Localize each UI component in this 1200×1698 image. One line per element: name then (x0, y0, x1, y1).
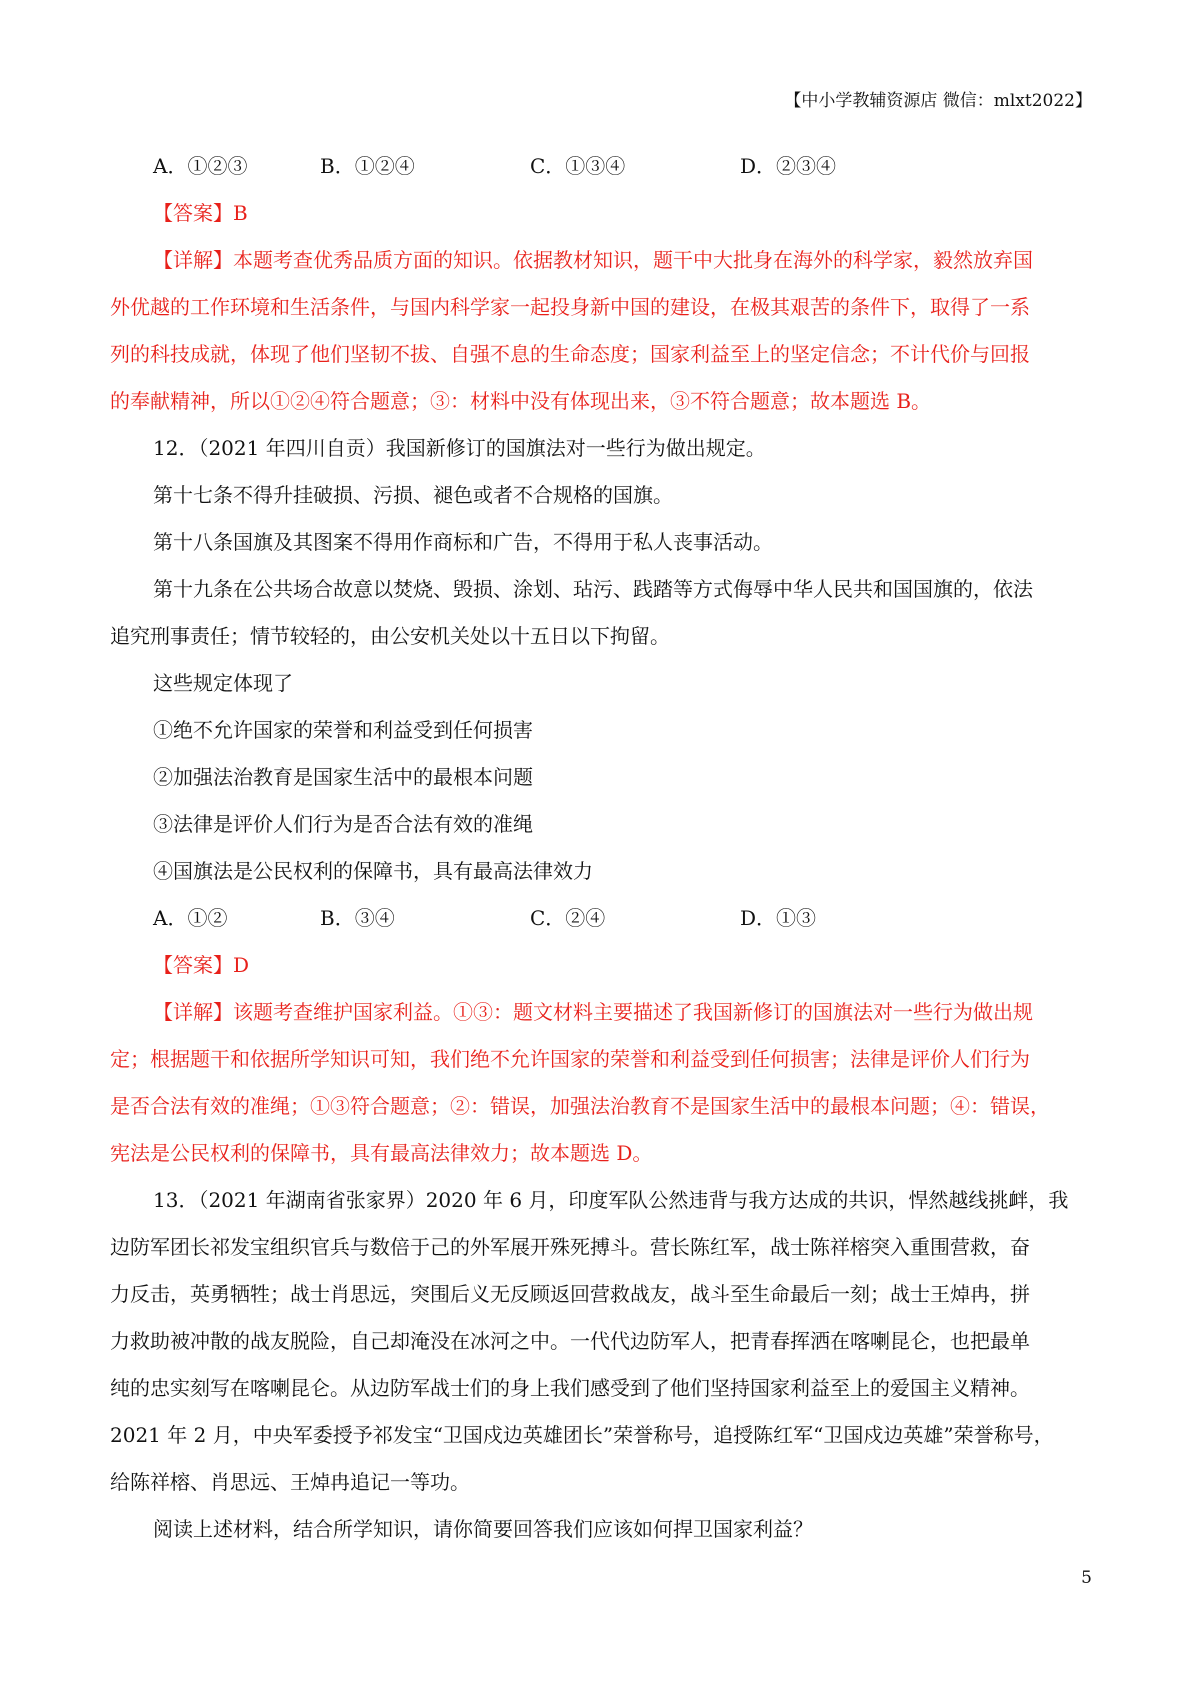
q11-explain-line: 外优越的工作环境和生活条件，与国内科学家一起投身新中国的建设，在极其艰苦的条件下，取得了一系 (110, 295, 1030, 319)
q13-stem-line: 边防军团长祁发宝组织官兵与数倍于己的外军展开殊死搏斗。营长陈红军，战士陈祥榕突入重围营救，奋 (110, 1235, 1030, 1259)
q11-option-a: A．①②③ (153, 154, 248, 178)
q11-option-d: D．②③④ (740, 154, 837, 178)
answer-label: 【答案】 (153, 201, 233, 225)
explain-label: 【详解】 (153, 1000, 233, 1024)
q12-options (110, 895, 1097, 942)
q12-stem-line: 12．（2021 年四川自贡）我国新修订的国旗法对一些行为做出规定。 (153, 436, 766, 460)
q12-option-c: C．②④ (530, 906, 606, 930)
q13-stem-line: 给陈祥榕、肖思远、王焯冉追记一等功。 (110, 1470, 470, 1494)
explain-text: 该题考查维护国家利益。①③：题文材料主要描述了我国新修订的国旗法对一些行为做出规 (233, 1000, 1033, 1024)
q12-option-b: B．③④ (320, 906, 395, 930)
q13-stem-line: 13．（2021 年湖南省张家界）2020 年 6 月，印度军队公然违背与我方达成的共识，悍然越线挑衅，我 (153, 1188, 1069, 1212)
q11-options (110, 143, 1097, 190)
q11-explain-line: 列的科技成就，体现了他们坚韧不拔、自强不息的生命态度；国家利益至上的坚定信念；不计代价与回报 (110, 342, 1030, 366)
q12-answer (110, 942, 1097, 989)
q13-stem-line: 力反击，英勇牺牲；战士肖思远，突围后义无反顾返回营救战友，战斗至生命最后一刻；战士王焯冉，拼 (110, 1282, 1030, 1306)
q11-explain-line: 的奉献精神，所以①②④符合题意；③：材料中没有体现出来，③不符合题意；故本题选 B。 (110, 389, 932, 413)
page-number: 5 (1081, 1568, 1092, 1588)
q12-explain-line: 定；根据题干和依据所学知识可知，我们绝不允许国家的荣誉和利益受到任何损害；法律是评价人们行为 (110, 1047, 1030, 1071)
q13-question: 阅读上述材料，结合所学知识，请你简要回答我们应该如何捍卫国家利益？ (153, 1517, 813, 1541)
page-content (110, 143, 1097, 1553)
q11-option-c: C．①③④ (530, 154, 626, 178)
q12-stem-line: 这些规定体现了 (153, 671, 293, 695)
q12-statement: ②加强法治教育是国家生活中的最根本问题 (153, 765, 533, 789)
q12-explain-line: 宪法是公民权利的保障书，具有最高法律效力；故本题选 D。 (110, 1141, 653, 1165)
q11-answer (110, 190, 1097, 237)
q12-statement: ③法律是评价人们行为是否合法有效的准绳 (153, 812, 533, 836)
q12-statement: ①绝不允许国家的荣誉和利益受到任何损害 (153, 718, 533, 742)
q13-stem-line: 纯的忠实刻写在喀喇昆仑。从边防军战士们的身上我们感受到了他们坚持国家利益至上的爱国主义精神。 (110, 1376, 1030, 1400)
explain-label: 【详解】 (153, 248, 233, 272)
q12-stem-line: 第十七条不得升挂破损、污损、褪色或者不合规格的国旗。 (153, 483, 673, 507)
q12-stem-line: 第十九条在公共场合故意以焚烧、毁损、涂划、玷污、践踏等方式侮辱中华人民共和国国旗的，依法 (153, 577, 1033, 601)
q13-stem-line: 2021 年 2 月，中央军委授予祁发宝“卫国戍边英雄团长”荣誉称号，追授陈红军“卫国戍边英雄”荣誉称号， (110, 1423, 1054, 1447)
q12-option-a: A．①② (153, 906, 228, 930)
q12-stem-line: 第十八条国旗及其图案不得用作商标和广告，不得用于私人丧事活动。 (153, 530, 773, 554)
q12-explain-line (110, 989, 1097, 1036)
q11-option-b: B．①②④ (320, 154, 415, 178)
q11-explain-line (110, 237, 1097, 284)
q12-option-d: D．①③ (740, 906, 817, 930)
explain-text: 本题考查优秀品质方面的知识。依据教材知识，题干中大批身在海外的科学家，毅然放弃国 (233, 248, 1033, 272)
q13-stem-line: 力救助被冲散的战友脱险，自己却淹没在冰河之中。一代代边防军人，把青春挥洒在喀喇昆仑，也把最单 (110, 1329, 1030, 1353)
q12-statement: ④国旗法是公民权利的保障书，具有最高法律效力 (153, 859, 593, 883)
answer-value: D (233, 953, 250, 977)
page-header: 【中小学教辅资源店 微信：mlxt2022】 (784, 91, 1092, 111)
q12-explain-line: 是否合法有效的准绳；①③符合题意；②：错误，加强法治教育不是国家生活中的最根本问题；④：错误， (110, 1094, 1050, 1118)
answer-label: 【答案】 (153, 953, 233, 977)
answer-value: B (233, 201, 248, 225)
q12-stem-line: 追究刑事责任；情节较轻的，由公安机关处以十五日以下拘留。 (110, 624, 670, 648)
